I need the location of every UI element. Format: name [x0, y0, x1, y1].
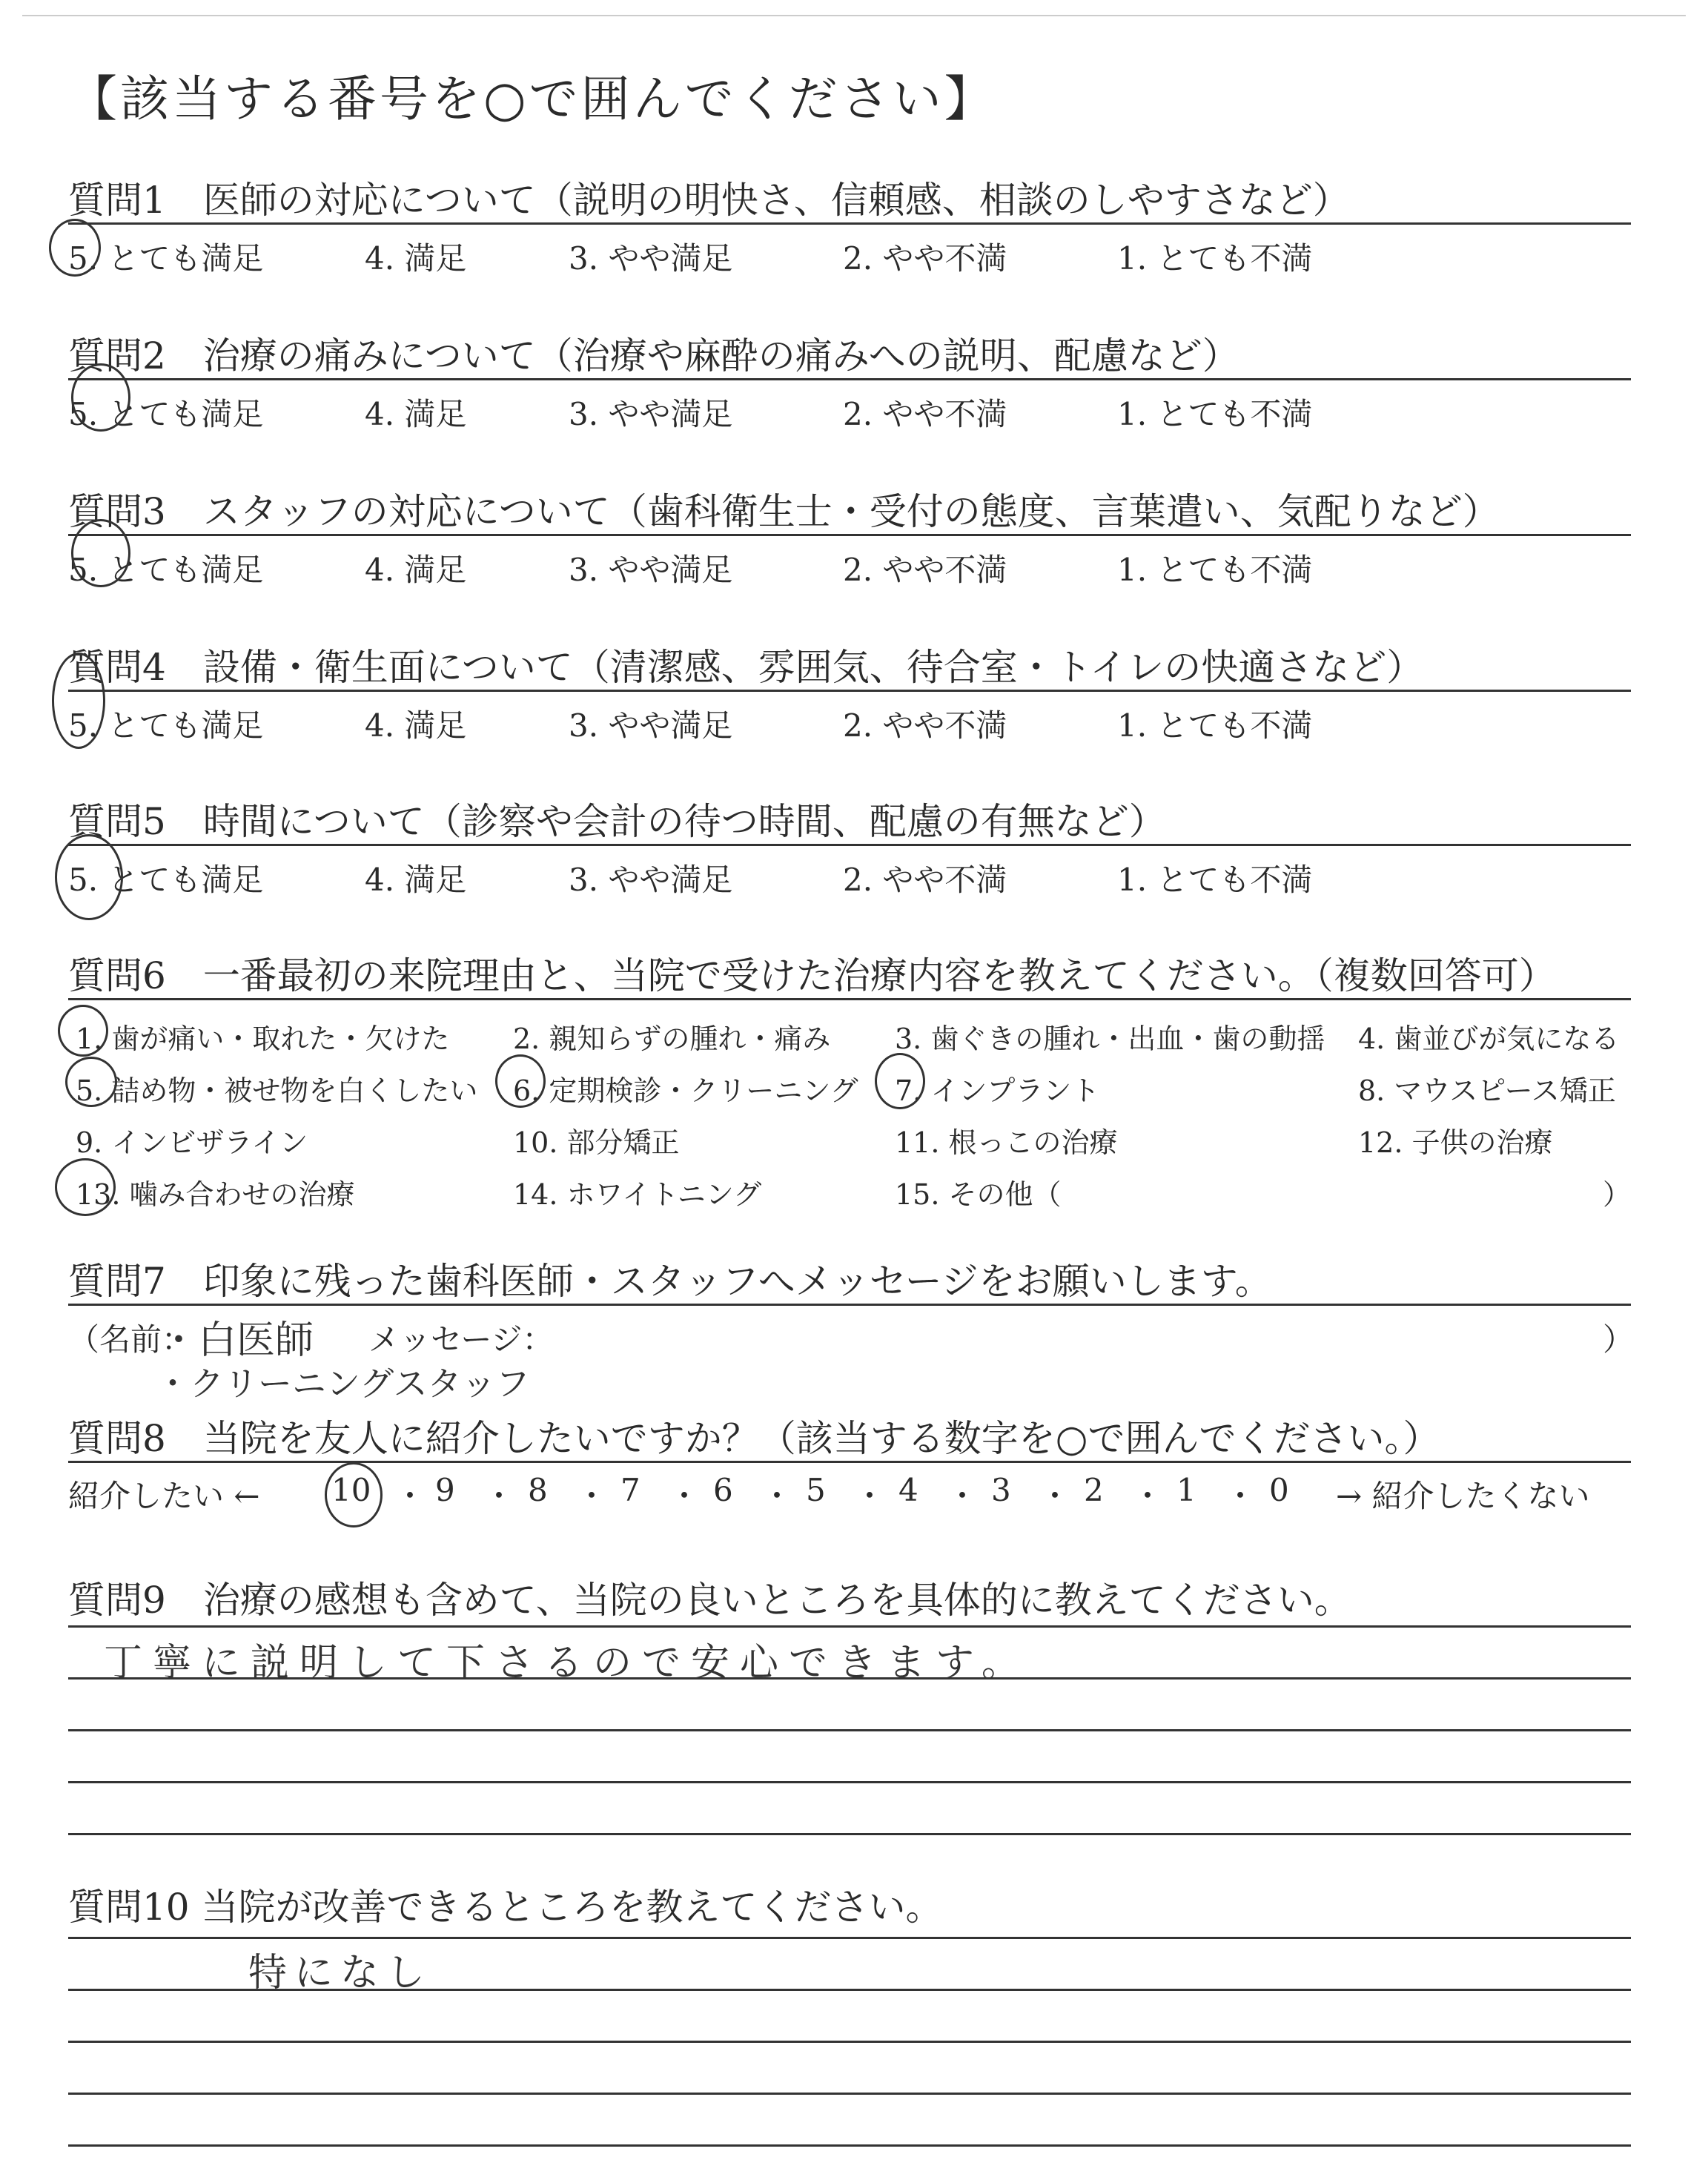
q9-answer-line-2: [68, 1677, 1631, 1680]
q10-handwritten-answer: 特になし: [248, 1951, 433, 1995]
q2-option-4[interactable]: 4. 満足: [365, 396, 467, 432]
q6-option-12[interactable]: 12. 子供の治療: [1358, 1126, 1553, 1159]
q4-option-4[interactable]: 4. 満足: [365, 707, 467, 744]
q9-answer-line-5: [68, 1833, 1631, 1835]
q4-option-5[interactable]: 5. とても満足: [68, 707, 264, 744]
question-2-text: 質問2 治療の痛みについて（治療や麻酔の痛みへの説明、配慮など）: [68, 334, 1239, 377]
q8-scale-dot: ・: [394, 1478, 426, 1514]
question-5: [68, 792, 1631, 898]
q6-option-10[interactable]: 10. 部分矯正: [513, 1126, 680, 1159]
q6-option-14[interactable]: 14. ホワイトニング: [513, 1178, 762, 1211]
q9-handwritten-answer: 丁寧に説明して下さるので安心できます。: [104, 1641, 1030, 1685]
q8-scale-5[interactable]: 5: [806, 1472, 826, 1508]
q10-answer-line-1: [68, 1937, 1631, 1939]
q3-option-2[interactable]: 2. やや不満: [843, 552, 1007, 588]
q1-option-5[interactable]: 5. とても満足: [68, 240, 264, 277]
q6-option-2[interactable]: 2. 親知らずの腫れ・痛み: [513, 1023, 831, 1055]
q6-option-13[interactable]: 13. 噛み合わせの治療: [76, 1178, 355, 1211]
q8-scale-dot: ・: [947, 1478, 979, 1514]
q8-scale-dot: ・: [483, 1478, 515, 1514]
q6-option-15[interactable]: 15. その他（: [895, 1178, 1062, 1211]
q7-message-label: メッセージ：: [368, 1321, 554, 1358]
q8-scale-3[interactable]: 3: [991, 1472, 1011, 1508]
q5-option-1[interactable]: 1. とても不満: [1117, 862, 1313, 898]
q4-option-2[interactable]: 2. やや不満: [843, 707, 1007, 744]
q8-scale-8[interactable]: 8: [528, 1472, 548, 1508]
q8-scale-dot: ・: [1132, 1478, 1164, 1514]
question-3: [68, 482, 1631, 588]
q4-option-1[interactable]: 1. とても不満: [1117, 707, 1313, 744]
q10-answer-line-4: [68, 2093, 1631, 2095]
q9-answer-line-1: [68, 1625, 1631, 1628]
question-1-rule: [68, 222, 1631, 225]
q2-option-3[interactable]: 3. やや満足: [569, 396, 733, 432]
question-4-rule: [68, 690, 1631, 692]
q1-option-4[interactable]: 4. 満足: [365, 240, 467, 277]
q7-name-label: （名前：: [68, 1321, 193, 1358]
q5-option-4[interactable]: 4. 満足: [365, 862, 467, 898]
question-10-text: 質問10 当院が改善できるところを教えてください。: [68, 1886, 943, 1929]
q9-answer-line-3: [68, 1729, 1631, 1731]
question-3-rule: [68, 534, 1631, 536]
page-title: 【該当する番号を○で囲んでください】: [68, 70, 996, 128]
q8-scale-0[interactable]: 0: [1269, 1472, 1289, 1508]
question-6-rule: [68, 998, 1631, 1000]
q6-option-4[interactable]: 4. 歯並びが気になる: [1358, 1023, 1620, 1055]
question-2-rule: [68, 378, 1631, 380]
q5-option-5[interactable]: 5. とても満足: [68, 862, 264, 898]
q1-option-2[interactable]: 2. やや不満: [843, 240, 1007, 277]
q8-scale-10[interactable]: 10: [331, 1472, 371, 1508]
page-top-border: [22, 15, 1686, 16]
question-5-text: 質問5 時間について（診察や会計の待つ時間、配慮の有無など）: [68, 800, 1166, 843]
q10-answer-line-2: [68, 1989, 1631, 1991]
q2-option-1[interactable]: 1. とても不満: [1117, 396, 1313, 432]
question-7-text: 質問7 印象に残った歯科医師・スタッフへメッセージをお願いします。: [68, 1260, 1272, 1303]
q1-option-3[interactable]: 3. やや満足: [569, 240, 733, 277]
q8-scale-dot: ・: [669, 1478, 701, 1514]
question-5-rule: [68, 844, 1631, 846]
q8-left-label: 紹介したい ←: [68, 1478, 260, 1514]
question-9-text: 質問9 治療の感想も含めて、当院の良いところを具体的に教えてください。: [68, 1579, 1351, 1622]
q4-option-3[interactable]: 3. やや満足: [569, 707, 733, 744]
q8-scale-7[interactable]: 7: [620, 1472, 640, 1508]
question-8-rule: [68, 1461, 1631, 1463]
q2-option-5[interactable]: 5. とても満足: [68, 396, 264, 432]
question-4-text: 質問4 設備・衛生面について（清潔感、雰囲気、待合室・トイレの快適さなど）: [68, 646, 1424, 689]
q6-option-11[interactable]: 11. 根っこの治療: [895, 1126, 1118, 1159]
q6-option-3[interactable]: 3. 歯ぐきの腫れ・出血・歯の動揺: [895, 1023, 1325, 1055]
q6-option-7[interactable]: 7. インプラント: [895, 1074, 1100, 1107]
q3-option-5[interactable]: 5. とても満足: [68, 552, 264, 588]
question-6-text: 質問6 一番最初の来院理由と、当院で受けた治療内容を教えてください。（複数回答可）: [68, 954, 1556, 997]
q10-answer-line-3: [68, 2041, 1631, 2043]
q3-option-1[interactable]: 1. とても不満: [1117, 552, 1313, 588]
q6-option-1[interactable]: 1. 歯が痛い・取れた・欠けた: [76, 1023, 450, 1055]
q3-option-4[interactable]: 4. 満足: [365, 552, 467, 588]
q5-option-3[interactable]: 3. やや満足: [569, 862, 733, 898]
q10-answer-line-5: [68, 2144, 1631, 2147]
q8-scale-4[interactable]: 4: [898, 1472, 918, 1508]
q1-option-1[interactable]: 1. とても不満: [1117, 240, 1313, 277]
question-4: [68, 638, 1631, 744]
question-8-text: 質問8 当院を友人に紹介したいですか？（該当する数字を○で囲んでください。）: [68, 1417, 1440, 1460]
q8-scale-dot: ・: [1039, 1478, 1071, 1514]
q7-handwritten-name-1: ・白医師: [159, 1318, 314, 1363]
q8-right-label: → 紹介したくない: [1336, 1478, 1590, 1514]
q6-option-5[interactable]: 5. 詰め物・被せ物を白くしたい: [76, 1074, 478, 1107]
question-7-rule: [68, 1304, 1631, 1306]
q8-scale-2[interactable]: 2: [1084, 1472, 1104, 1508]
q7-close-paren: ）: [1603, 1321, 1635, 1358]
q3-option-3[interactable]: 3. やや満足: [569, 552, 733, 588]
q8-scale-dot: ・: [761, 1478, 793, 1514]
question-3-text: 質問3 スタッフの対応について（歯科衛生士・受付の態度、言葉遣い、気配りなど）: [68, 490, 1500, 533]
q8-scale-1[interactable]: 1: [1176, 1472, 1196, 1508]
q9-answer-line-4: [68, 1781, 1631, 1783]
q2-option-2[interactable]: 2. やや不満: [843, 396, 1007, 432]
question-1: [68, 171, 1631, 277]
q8-scale-6[interactable]: 6: [713, 1472, 733, 1508]
q6-option-15-close: ）: [1603, 1178, 1632, 1211]
q8-scale-9[interactable]: 9: [435, 1472, 455, 1508]
q5-option-2[interactable]: 2. やや不満: [843, 862, 1007, 898]
q8-scale-dot: ・: [854, 1478, 886, 1514]
q7-handwritten-name-2: ・クリーニングスタッフ: [156, 1364, 530, 1404]
q6-option-9[interactable]: 9. インビザライン: [76, 1126, 308, 1159]
q8-scale-dot: ・: [576, 1478, 608, 1514]
question-2: [68, 326, 1631, 432]
q8-scale-dot: ・: [1225, 1478, 1257, 1514]
q6-option-6[interactable]: 6. 定期検診・クリーニング: [513, 1074, 858, 1107]
q6-option-8[interactable]: 8. マウスピース矯正: [1358, 1074, 1616, 1107]
question-1-text: 質問1 医師の対応について（説明の明快さ、信頼感、相談のしやすさなど）: [68, 179, 1350, 222]
